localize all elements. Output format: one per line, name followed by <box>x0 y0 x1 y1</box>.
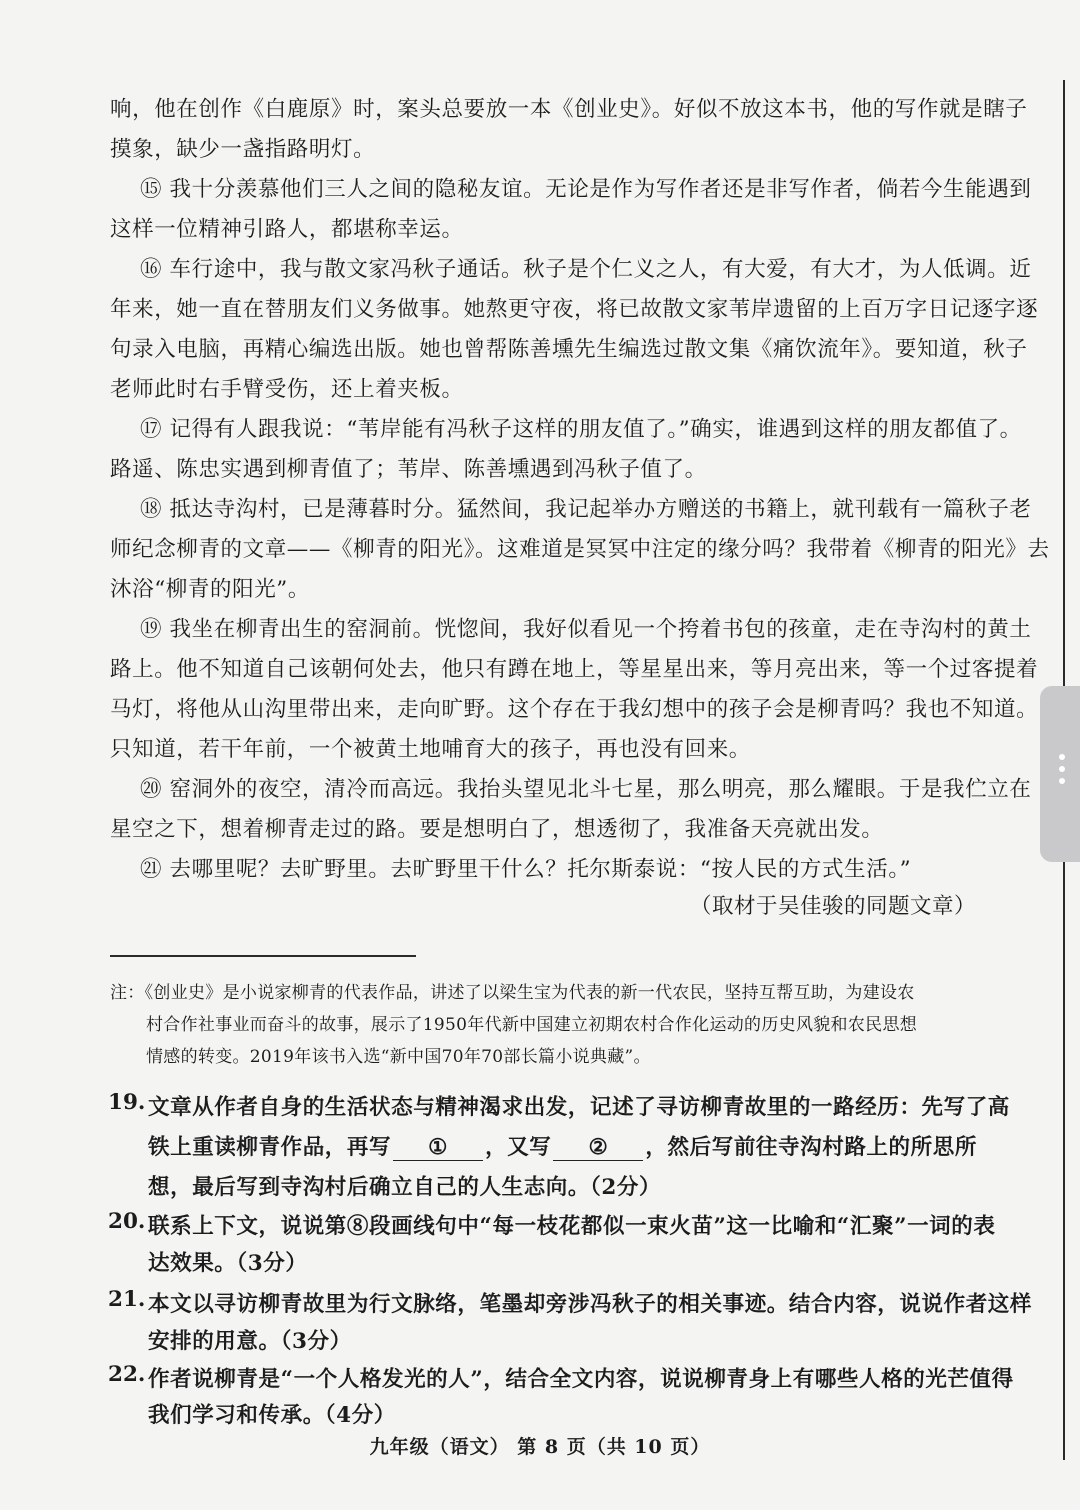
question-19-segment: 铁上重读柳青作品，再写 <box>148 1135 392 1160</box>
passage-line: 老师此时右手臂受伤，还上着夹板。 <box>110 377 464 402</box>
question-20-text: 达效果。（3分） <box>148 1251 308 1276</box>
passage-line: 马灯，将他从山沟里带出来，走向旷野。这个存在于我幻想中的孩子会是柳青吗？我也不知道。 <box>110 697 1039 722</box>
question-19-text: 文章从作者自身的生活状态与精神渴求出发，记述了寻访柳青故里的一路经历：先写了高 <box>148 1095 1010 1120</box>
question-19-segment: ，又写 <box>485 1135 552 1160</box>
passage-line: 星空之下，想着柳青走过的路。要是想明白了，想透彻了，我准备天亮就出发。 <box>110 817 884 842</box>
footnote-line: 情感的转变。2019年该书入选“新中国70年70部长篇小说典藏”。 <box>146 1047 651 1067</box>
page-footer: 九年级（语文） 第 8 页（共 10 页） <box>369 1436 711 1458</box>
paragraph-15-start: ⑮ 我十分羡慕他们三人之间的隐秘友谊。无论是作为写作者还是非写作者，倘若今生能遇到 <box>140 177 1032 202</box>
passage-line: 只知道，若干年前，一个被黄土地哺育大的孩子，再也没有回来。 <box>110 737 751 762</box>
footnote-line: 注：《创业史》是小说家柳青的代表作品，讲述了以梁生宝为代表的新一代农民，坚持互帮互助，为建设农 <box>110 983 915 1003</box>
question-22-text: 我们学习和传承。（4分） <box>148 1403 396 1428</box>
question-22-text: 作者说柳青是“一个人格发光的人”，结合全文内容，说说柳青身上有哪些人格的光芒值得 <box>148 1367 1014 1392</box>
paragraph-20-start: ⑳ 窑洞外的夜空，清冷而高远。我抬头望见北斗七星，那么明亮，那么耀眼。于是我伫立在 <box>140 777 1032 802</box>
answer-blank-2[interactable]: ② <box>553 1135 643 1161</box>
passage-line: 响，他在创作《白鹿原》时，案头总要放一本《创业史》。好似不放这本书，他的写作就是瞎子 <box>110 97 1028 122</box>
passage-line: 年来，她一直在替朋友们义务做事。她熬更守夜，将已故散文家苇岸遗留的上百万字日记逐字逐 <box>110 297 1039 322</box>
footnote-line: 村合作社事业而奋斗的故事，展示了1950年代新中国建立初期农村合作化运动的历史风貌和农民思想 <box>146 1015 918 1035</box>
passage-line: 沐浴“柳青的阳光”。 <box>110 577 310 602</box>
passage-line: 路遥、陈忠实遇到柳青值了；苇岸、陈善壎遇到冯秋子值了。 <box>110 457 707 482</box>
question-19-number: 19. <box>108 1090 146 1115</box>
answer-blank-1[interactable]: ① <box>393 1135 483 1161</box>
question-20-number: 20. <box>108 1209 146 1234</box>
dot <box>1059 766 1065 772</box>
paragraph-19-start: ⑲ 我坐在柳青出生的窑洞前。恍惚间，我好似看见一个挎着书包的孩童，走在寺沟村的黄土 <box>140 617 1032 642</box>
dot <box>1059 754 1065 760</box>
passage-line: 这样一位精神引路人，都堪称幸运。 <box>110 217 464 242</box>
passage-line: 摸象，缺少一盏指路明灯。 <box>110 137 376 162</box>
footnote-divider <box>110 955 416 957</box>
question-19-segment: ，然后写前往寺沟村路上的所思所 <box>645 1135 977 1160</box>
question-21-number: 21. <box>108 1287 146 1312</box>
paragraph-18-start: ⑱ 抵达寺沟村，已是薄暮时分。猛然间，我记起举办方赠送的书籍上，就刊载有一篇秋子老 <box>140 497 1032 522</box>
question-19-text: 想，最后写到寺沟村后确立自己的人生志向。（2分） <box>148 1175 662 1200</box>
paragraph-21-start: ㉑ 去哪里呢？去旷野里。去旷野里干什么？托尔斯泰说：“按人民的方式生活。” <box>140 857 912 882</box>
question-21-text: 本文以寻访柳青故里为行文脉络，笔墨却旁涉冯秋子的相关事迹。结合内容，说说作者这样 <box>148 1292 1033 1317</box>
dot <box>1059 778 1065 784</box>
paragraph-17-start: ⑰ 记得有人跟我说：“苇岸能有冯秋子这样的朋友值了。”确实，谁遇到这样的朋友都值了。 <box>140 417 1022 442</box>
passage-line: 路上。他不知道自己该朝何处去，他只有蹲在地上，等星星出来，等月亮出来，等一个过客提着 <box>110 657 1039 682</box>
side-drawer-handle[interactable] <box>1040 686 1080 862</box>
question-21-text: 安排的用意。（3分） <box>148 1329 352 1354</box>
question-19-text <box>148 1130 977 1161</box>
paragraph-16-start: ⑯ 车行途中，我与散文家冯秋子通话。秋子是个仁义之人，有大爱，有大才，为人低调。近 <box>140 257 1032 282</box>
question-20-text: 联系上下文，说说第⑧段画线句中“每一枝花都似一束火苗”这一比喻和“汇聚”一词的表 <box>148 1214 996 1239</box>
passage-line: 师纪念柳青的文章——《柳青的阳光》。这难道是冥冥中注定的缘分吗？我带着《柳青的阳光》去 <box>110 537 1050 562</box>
source-attribution: （取材于吴佳骏的同题文章） <box>689 894 976 919</box>
question-22-number: 22. <box>108 1362 146 1387</box>
passage-line: 句录入电脑，再精心编选出版。她也曾帮陈善壎先生编选过散文集《痛饮流年》。要知道，秋子 <box>110 337 1028 362</box>
